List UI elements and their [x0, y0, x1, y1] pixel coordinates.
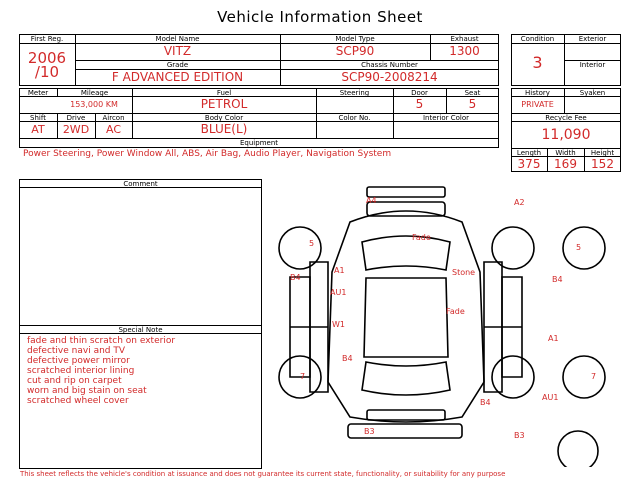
color-no-label: Color No. [338, 114, 371, 122]
model-name-label: Model Name [155, 35, 200, 43]
seat-value: 5 [468, 97, 477, 111]
damage-mark-fade-front: Fade [412, 233, 431, 242]
equipment-label: Equipment [240, 139, 278, 147]
body-color-label: Body Color [204, 114, 244, 122]
special-note-list [27, 336, 175, 406]
damage-mark-b3-left: B3 [364, 427, 375, 436]
meter-label: Meter [27, 89, 49, 97]
damage-mark-au1-right: AU1 [542, 393, 559, 402]
width-label: Width [555, 149, 576, 157]
damage-mark-fade-roof: Fade [446, 307, 465, 316]
interior-label: Interior [579, 61, 606, 69]
exterior-label: Exterior [578, 35, 607, 43]
history-label: History [525, 89, 550, 97]
mileage-value: 153,000 KM [70, 100, 118, 109]
steering-label: Steering [339, 89, 370, 97]
damage-mark-wheel-fr: 5 [576, 243, 582, 252]
damage-mark-a1-left: A1 [334, 266, 345, 275]
equipment-value: Power Steering, Power Window All, ABS, Air Bag, Audio Player, Navigation System [23, 149, 392, 159]
exhaust-label: Exhaust [450, 35, 479, 43]
width-value: 169 [554, 157, 577, 171]
model-type-value: SCP90 [335, 44, 375, 58]
special-note-item: defective navi and TV [27, 346, 126, 356]
recycle-fee-value: 11,090 [541, 127, 591, 143]
special-note-label: Special Note [118, 326, 163, 334]
aircon-value: AC [105, 123, 121, 136]
fuel-label: Fuel [216, 89, 232, 97]
damage-mark-b4-rear: B4 [480, 398, 491, 407]
height-value: 152 [591, 157, 614, 171]
recycle-fee-label: Recycle Fee [545, 114, 587, 122]
damage-mark-stone: Stone [452, 268, 476, 277]
damage-mark-a1-right: A1 [548, 334, 559, 343]
grade-value: F ADVANCED EDITION [111, 70, 244, 84]
condition-label: Condition [520, 35, 555, 43]
special-note-item: fade and thin scratch on exterior [27, 336, 176, 346]
door-value: 5 [415, 97, 424, 111]
damage-mark-b4-left-rear: B4 [342, 354, 353, 363]
model-name-value: VITZ [163, 44, 192, 58]
first-reg-month: /10 [34, 63, 60, 81]
mileage-label: Mileage [80, 89, 109, 97]
special-note-item: worn and big stain on seat [27, 386, 147, 396]
comment-label: Comment [123, 180, 158, 188]
chassis-number-value: SCP90-2008214 [341, 70, 438, 84]
history-value: PRIVATE [521, 100, 554, 109]
grade-label: Grade [166, 61, 189, 69]
length-value: 375 [517, 157, 541, 171]
damage-mark-b3-right: B3 [514, 431, 525, 440]
drive-label: Drive [66, 114, 86, 122]
damage-mark-a4: A4 [366, 196, 377, 205]
damage-mark-au1-left: AU1 [330, 288, 347, 297]
interior-color-label: Interior Color [422, 114, 470, 122]
exhaust-value: 1300 [449, 44, 480, 58]
damage-mark-b4-right-front: B4 [552, 275, 563, 284]
damage-mark-w1: W1 [332, 320, 345, 329]
body-color-value: BLUE(L) [200, 122, 248, 136]
syaken-label: Syaken [579, 89, 606, 97]
chassis-number-label: Chassis Number [361, 61, 418, 69]
aircon-label: Aircon [102, 114, 125, 122]
damage-mark-a2: A2 [514, 198, 525, 207]
fuel-value: PETROL [200, 97, 248, 111]
sheet-title: Vehicle Information Sheet [217, 8, 423, 26]
comment-box [19, 179, 262, 469]
damage-mark-wheel-rl: 7 [300, 372, 306, 381]
special-note-item: scratched interior lining [27, 366, 135, 376]
damage-mark-b4-left-front: B4 [290, 273, 301, 282]
special-note-item: defective power mirror [27, 356, 130, 366]
damage-mark-wheel-fl: 5 [309, 239, 315, 248]
special-note-item: scratched wheel cover [27, 396, 129, 406]
vehicle-damage-diagram [270, 182, 630, 467]
special-note-item: cut and rip on carpet [27, 376, 122, 386]
drive-value: 2WD [62, 123, 90, 136]
damage-mark-wheel-rr: 7 [591, 372, 597, 381]
shift-label: Shift [30, 114, 46, 122]
height-label: Height [590, 149, 615, 157]
first-reg-label: First Reg. [30, 35, 64, 43]
disclaimer-footer: This sheet reflects the vehicle's condition at issuance and does not guarantee its current state, functionality, or suitability for any purpose [20, 470, 506, 478]
condition-value: 3 [532, 53, 543, 72]
shift-value: AT [31, 123, 45, 136]
length-label: Length [516, 149, 542, 157]
first-reg-year: 2006 [27, 49, 67, 67]
model-type-label: Model Type [335, 35, 375, 43]
door-label: Door [411, 89, 428, 97]
seat-label: Seat [464, 89, 481, 97]
